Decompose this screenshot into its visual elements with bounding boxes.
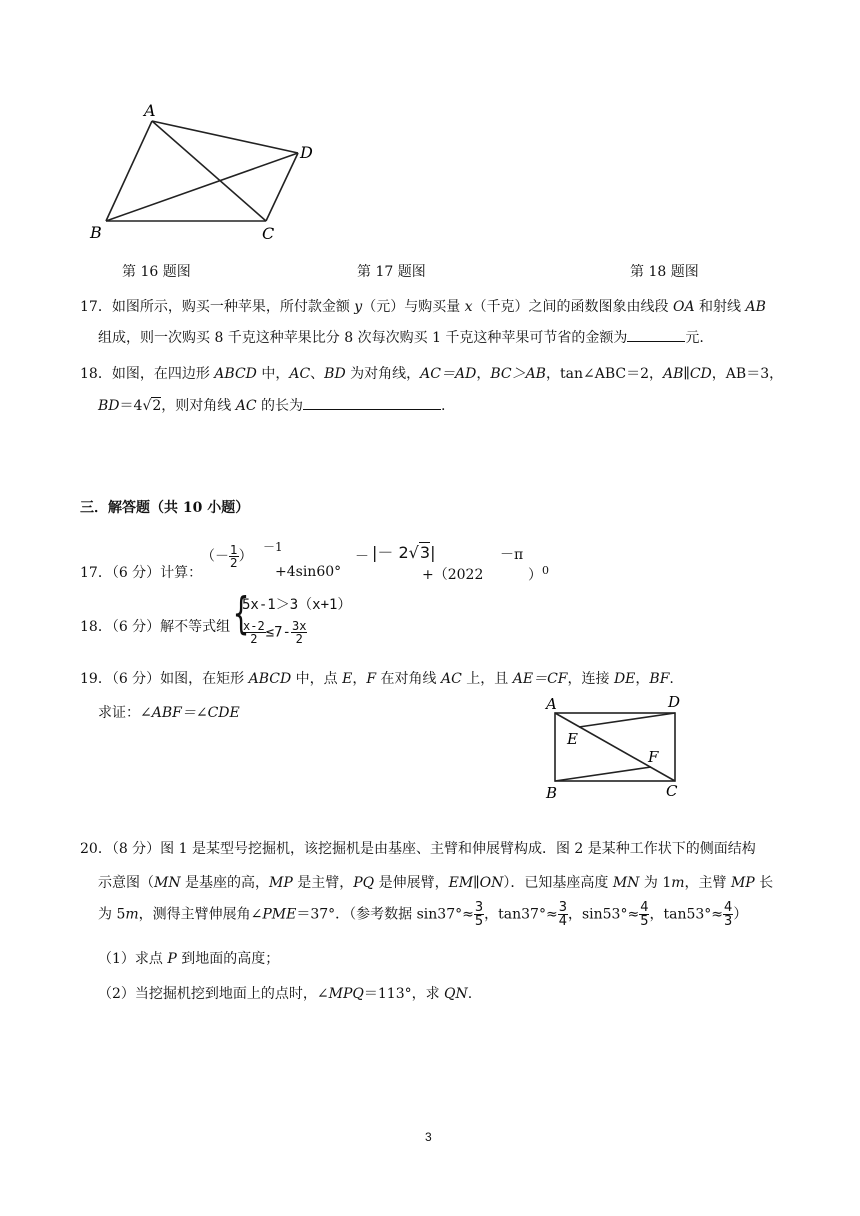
seg-mp: MP (730, 875, 755, 891)
q20-text: 为 1 (639, 875, 672, 891)
q17-neg: （－ (201, 548, 229, 565)
fraction-half: $\frac{1}{2}$ (230, 543, 238, 570)
q18-ineq1: 5x-1＞3（x+1） (242, 597, 352, 613)
prove-label: 求证： (98, 705, 140, 721)
q20-sub1-text: 到地面的高度； (176, 951, 280, 967)
rect-abcd: ABCD (248, 671, 292, 687)
label-B: B (546, 784, 558, 802)
figure-16-quadrilateral (80, 98, 320, 248)
label-A: A (546, 695, 557, 713)
quad-abcd: ABCD (214, 366, 257, 382)
q19-text: . (669, 671, 674, 687)
label-C: C (666, 782, 678, 800)
q17-term1 (201, 544, 253, 569)
fraction-x-minus-2: $\frac{x-2}{2}$ (243, 619, 265, 646)
seg-bf: BF (649, 671, 670, 687)
q18-text: ，则对角线 (161, 398, 236, 414)
q17-exp0: 0 (542, 564, 549, 577)
label-B: B (90, 223, 102, 242)
q18-le: ≤7- (265, 624, 291, 641)
q18-tan: ，tan∠ABC＝2， (545, 366, 663, 382)
q17-exp-pi: －π (500, 547, 524, 563)
solve-q19-line1 (80, 668, 674, 688)
brace: { (232, 588, 250, 639)
q20-text: ，sin53°≈ (567, 906, 640, 923)
label-D: D (668, 693, 681, 711)
solve-q20-line1: 20．（8 分）图 1 是某型号挖掘机，该挖掘机是由基座、主臂和伸展臂构成．图 2 是某种工作状下的侧面结构 (80, 841, 756, 857)
page-number: 3 (425, 1130, 432, 1144)
seg-de: DE (613, 671, 636, 687)
q19-text: ，连接 (567, 671, 614, 687)
label-F: F (648, 748, 659, 766)
var-y: y (354, 299, 363, 315)
q18-end: . (441, 398, 446, 414)
q17-text: 元. (685, 330, 704, 346)
q20-text: ） (733, 906, 748, 923)
fill-q17-line1 (80, 296, 766, 316)
ray-ab: AB (745, 299, 766, 315)
q19-text: 在对角线 (376, 671, 441, 687)
seg-mn: MN (612, 875, 640, 891)
q17-exp1: －1 (263, 540, 283, 554)
q17-term3: +（2022 (422, 567, 484, 583)
diag-ac: AC (289, 366, 311, 382)
q20-text: 是基座的高， (180, 875, 270, 891)
label-C: C (262, 224, 275, 243)
q20-sub2-text: . (467, 986, 473, 1002)
q18-ab3: ，AB＝3， (711, 366, 784, 382)
q19-text: 中，点 (291, 671, 343, 687)
section-title: 三．解答题（共 10 小题） (80, 500, 250, 516)
sqrt-sign: √ (408, 543, 419, 562)
cond-em-on: EM∥ON (448, 875, 504, 891)
fill-q18-line1 (80, 363, 783, 383)
sqrt-radicand: 2 (152, 398, 162, 414)
var-x: x (464, 299, 473, 315)
q19-text: 19．（6 分）如图，在矩形 (80, 671, 249, 687)
fraction-sin37: $\frac{3}{5}$ (474, 900, 484, 929)
q18-ineq2 (242, 620, 307, 645)
q17-term2: +4sin60° (275, 564, 342, 580)
unit-m: m (125, 906, 139, 923)
q20-sub1-text: （1）求点 (98, 951, 168, 967)
q17-text: 组成，则一次购买 8 千克这种苹果比分 8 次每次购买 1 千克这种苹果可节省的金额为 (98, 330, 628, 346)
label-D: D (300, 143, 313, 162)
q20-text: 是伸展臂， (374, 875, 449, 891)
prove-statement: ∠ABF＝∠CDE (140, 705, 240, 721)
q17-text: 如图所示，购买一种苹果，所付款金额 (111, 299, 355, 315)
q20-text: 示意图（ (98, 875, 154, 891)
q17-abs: |－ 2√3| (372, 543, 436, 562)
figure-19-rectangle (540, 690, 690, 805)
bd-label: BD (98, 398, 120, 414)
q20-text: ，tan53°≈ (649, 906, 724, 923)
answer-blank-q17[interactable] (627, 327, 685, 342)
q20-text: 是主臂， (292, 875, 354, 891)
fraction-tan37: $\frac{3}{4}$ (558, 900, 567, 929)
fraction-3x: $\frac{3x}{2}$ (291, 619, 307, 646)
seg-pq: PQ (353, 875, 375, 891)
q20-text: ，测得主臂伸展角∠ (138, 906, 263, 923)
q17-text: （千克）之间的函数图象由线段 (472, 299, 674, 315)
diag-ac: AC (235, 398, 257, 414)
caption-fig16: 第 16 题图 (122, 264, 191, 280)
cond-ac-ad: AC＝AD (420, 366, 477, 382)
q17-paren: ） (528, 567, 542, 584)
q17-close: ） (238, 548, 253, 565)
diag-ac: AC (441, 671, 462, 687)
label-A: A (144, 101, 156, 120)
segment-oa: OA (673, 299, 695, 315)
q20-text: ，主臂 (684, 875, 731, 891)
point-p: P (167, 951, 177, 967)
angle-pme: PME (262, 906, 297, 923)
q18-text: 如图，在四边形 (111, 366, 215, 382)
q20-text: 长 (754, 875, 774, 891)
angle-mpq: MPQ (328, 986, 364, 1002)
caption-fig17: 第 17 题图 (357, 264, 426, 280)
q18-text: 、 (310, 366, 325, 382)
q20-sub2-text: ＝113°，求 (363, 986, 445, 1002)
fraction-tan53: $\frac{4}{3}$ (724, 900, 733, 929)
solve-q17 (80, 538, 780, 584)
q17-text: 和射线 (694, 299, 746, 315)
solve-q20-line2 (98, 872, 773, 892)
q17-number: 17． (80, 299, 112, 315)
q17-term4 (528, 564, 549, 585)
solve-q20-sub2 (98, 983, 472, 1003)
q18-text: 为对角线， (345, 366, 421, 382)
q20-text: ＝37°．（参考数据 sin37°≈ (296, 906, 474, 923)
q20-text: ）．已知基座高度 (503, 875, 613, 891)
caption-fig18: 第 18 题图 (630, 264, 699, 280)
unit-m: m (671, 875, 685, 891)
q19-text: ， (352, 671, 367, 687)
cond-bc-ab: BC＞AB (490, 366, 546, 382)
q20-text: ，tan37°≈ (484, 906, 558, 923)
fill-q17-line2 (98, 327, 704, 347)
point-f: F (366, 671, 377, 687)
q19-text: ， (635, 671, 650, 687)
seg-qn: QN (444, 986, 468, 1002)
fill-q18-line2 (98, 395, 445, 415)
q18-prefix: 18．（6 分）解不等式组 (80, 619, 231, 635)
seg-mn: MN (154, 875, 181, 891)
q17-abs-inner: － 2 (377, 543, 409, 562)
q18-text: ， (476, 366, 491, 382)
sqrt-radicand: 3 (419, 543, 431, 562)
seg-mp: MP (269, 875, 293, 891)
q18-number: 18． (80, 366, 112, 382)
answer-blank-q18[interactable] (303, 395, 441, 410)
label-E: E (567, 730, 578, 748)
q19-text: 上，且 (461, 671, 513, 687)
solve-q18 (80, 590, 480, 660)
sqrt-sign: √ (142, 398, 152, 414)
q17-text: （元）与购买量 (362, 299, 465, 315)
solve-q20-sub1 (98, 948, 279, 968)
q20-sub2-text: （2）当挖掘机挖到地面上的点时，∠ (98, 986, 329, 1002)
diag-bd: BD (324, 366, 346, 382)
eq-four: ＝4 (119, 398, 143, 414)
q17-prefix: 17．（6 分）计算： (80, 565, 203, 581)
fraction-sin53: $\frac{4}{5}$ (640, 900, 649, 929)
q18-text: 中， (256, 366, 290, 382)
cond-ae-cf: AE＝CF (512, 671, 568, 687)
point-e: E (342, 671, 353, 687)
q17-minus: － (355, 549, 369, 565)
q20-text: 为 5 (98, 906, 126, 923)
solve-q19-prove (98, 702, 240, 722)
q18-text: 的长为 (256, 398, 304, 414)
solve-q20-line3 (98, 901, 747, 928)
cond-parallel: AB∥CD (662, 366, 712, 382)
